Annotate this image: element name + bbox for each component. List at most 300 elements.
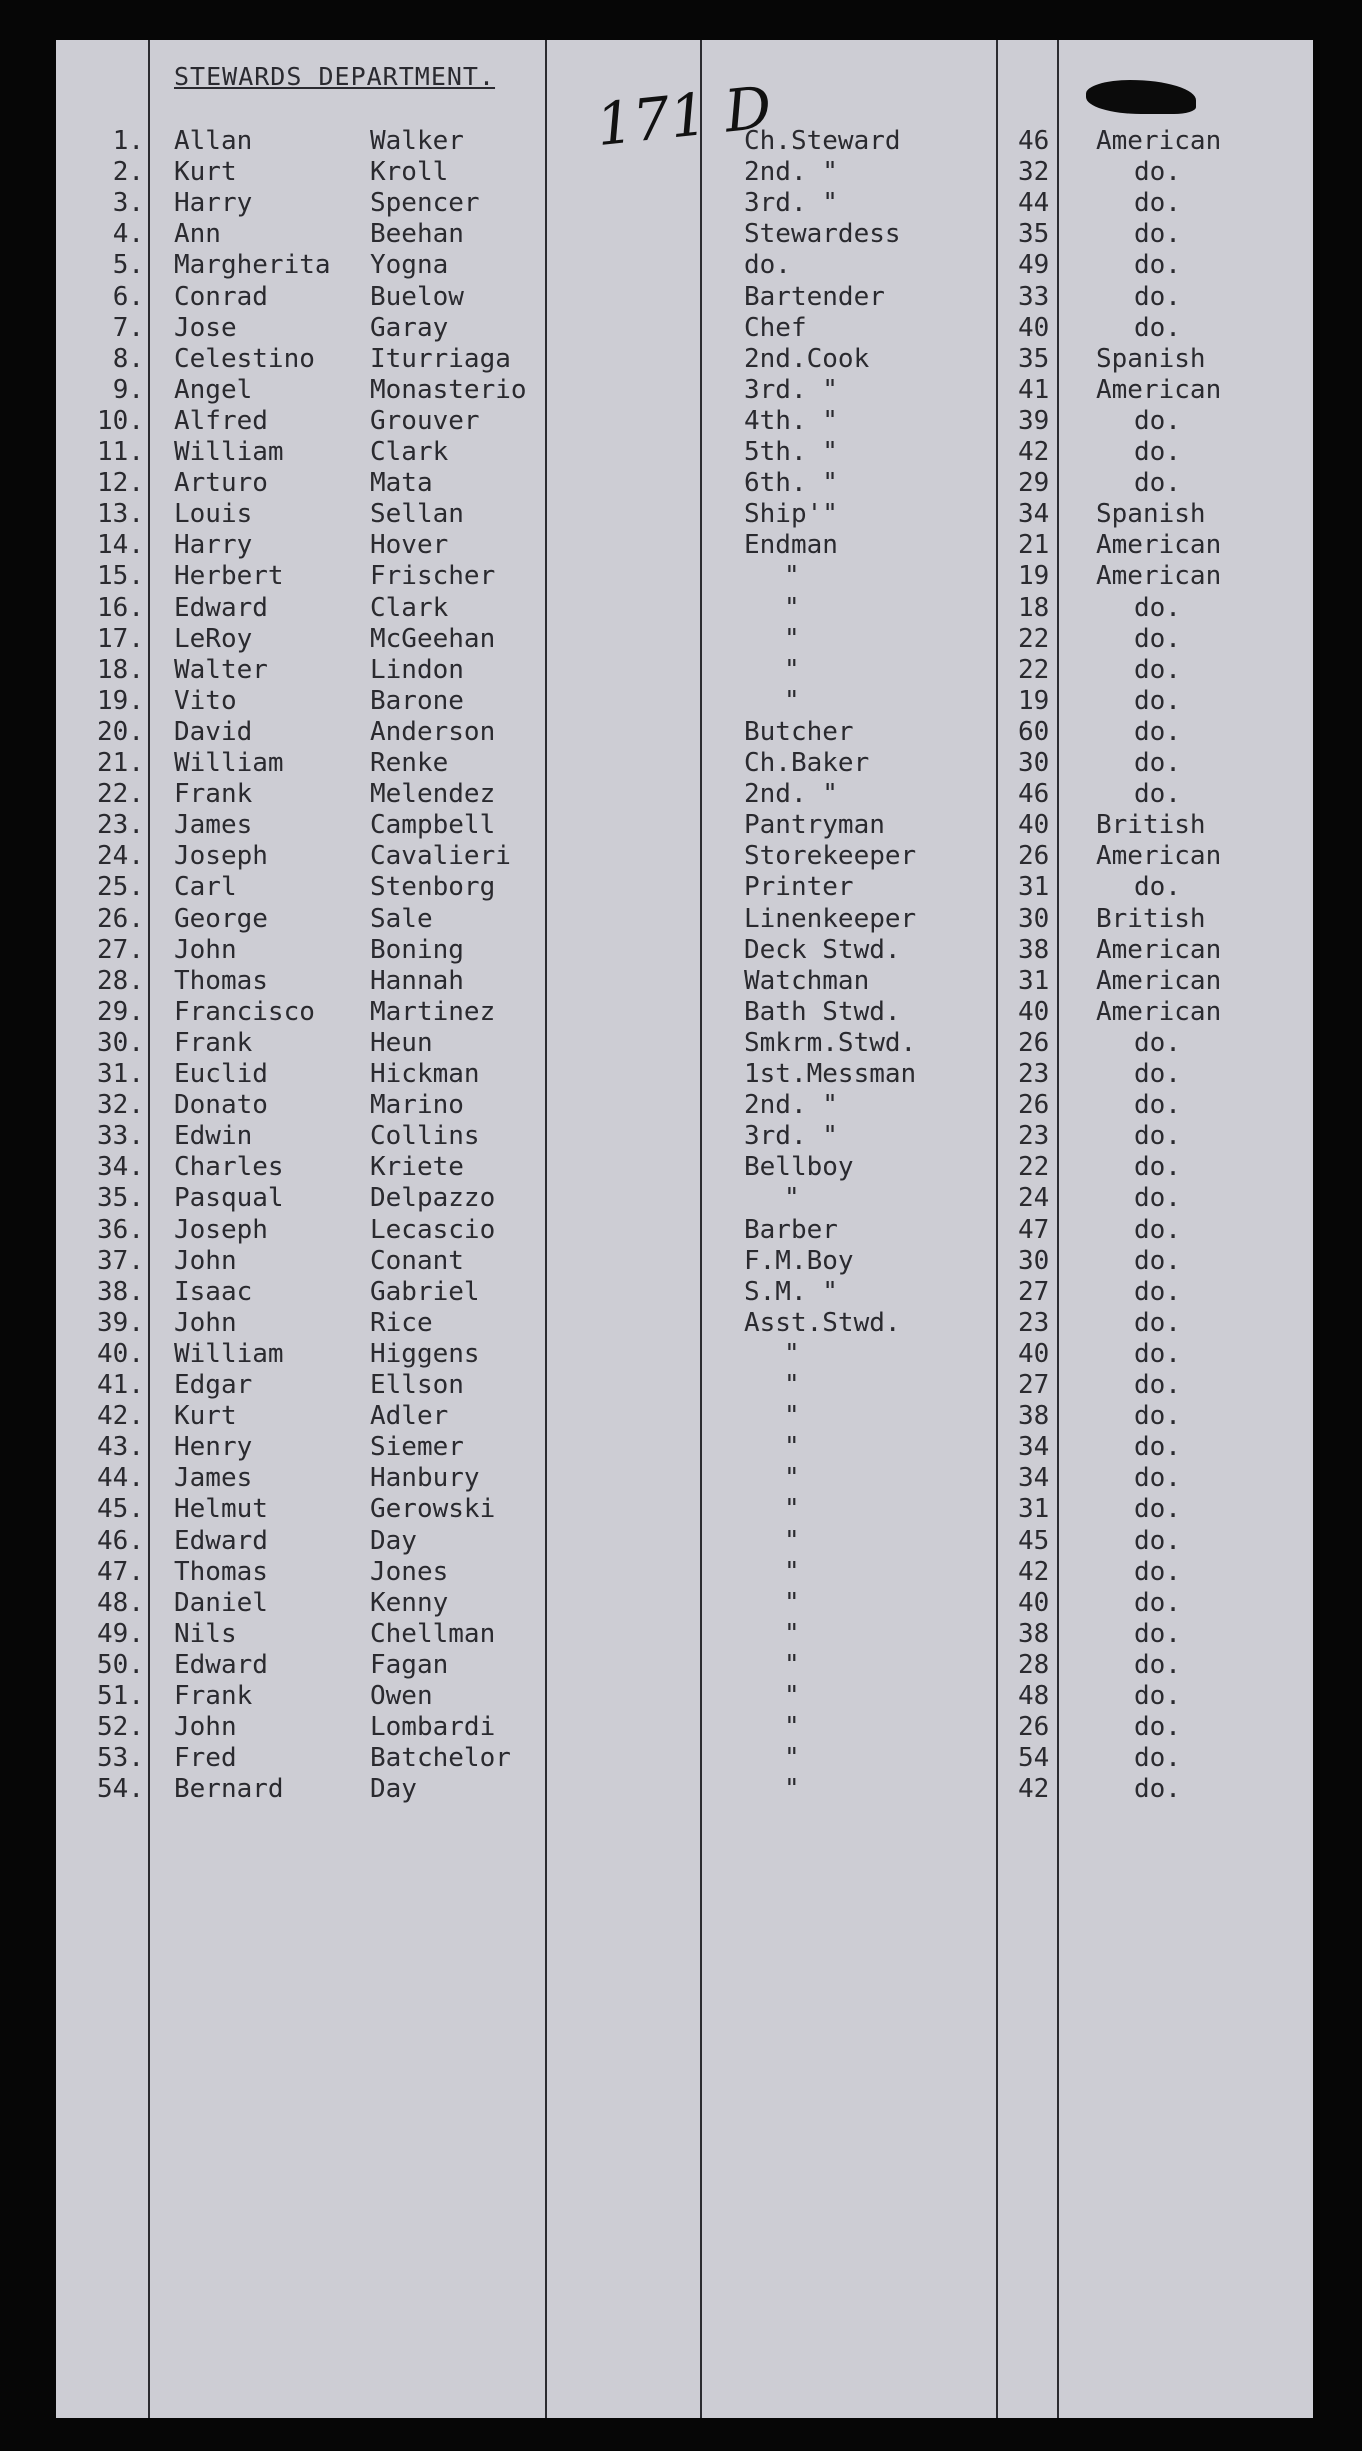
- rating-cell: Deck Stwd.: [744, 934, 901, 965]
- rating-cell: Barber: [744, 1214, 838, 1245]
- age-cell: 40: [1018, 312, 1050, 343]
- last-name-cell: Anderson: [370, 716, 496, 747]
- age-cell: 26: [1018, 1027, 1050, 1058]
- last-name-cell: Day: [370, 1774, 417, 1805]
- first-name-cell: Kurt: [174, 1401, 237, 1432]
- row-number-cell: 7.: [112, 312, 144, 343]
- age-cell: 21: [1018, 530, 1050, 561]
- row-number-cell: 26.: [97, 903, 144, 934]
- age-cell: 26: [1018, 1712, 1050, 1743]
- table-row: [56, 1557, 1313, 1587]
- table-row: [56, 1774, 1313, 1804]
- age-cell: 40: [1018, 1587, 1050, 1618]
- row-number-cell: 36.: [97, 1214, 144, 1245]
- age-cell: 35: [1018, 219, 1050, 250]
- table-row: [56, 966, 1313, 996]
- last-name-cell: Kriete: [370, 1152, 464, 1183]
- nationality-cell: do.: [1134, 623, 1181, 654]
- row-number-cell: 22.: [97, 779, 144, 810]
- first-name-cell: James: [174, 810, 253, 841]
- age-cell: 22: [1018, 1152, 1050, 1183]
- last-name-cell: Heun: [370, 1027, 433, 1058]
- age-cell: 44: [1018, 188, 1050, 219]
- nationality-cell: do.: [1134, 281, 1181, 312]
- rating-cell: ": [784, 623, 800, 654]
- table-row: [56, 250, 1313, 280]
- row-number-cell: 52.: [97, 1712, 144, 1743]
- nationality-cell: do.: [1134, 1214, 1181, 1245]
- age-cell: 22: [1018, 623, 1050, 654]
- row-number-cell: 42.: [97, 1401, 144, 1432]
- first-name-cell: Harry: [174, 530, 253, 561]
- table-row: [56, 1277, 1313, 1307]
- age-cell: 23: [1018, 1307, 1050, 1338]
- table-row: [56, 1619, 1313, 1649]
- nationality-cell: do.: [1134, 1681, 1181, 1711]
- nationality-cell: do.: [1134, 1743, 1181, 1774]
- row-number-cell: 23.: [97, 810, 144, 841]
- nationality-cell: do.: [1134, 1618, 1181, 1649]
- age-cell: 31: [1018, 1494, 1050, 1525]
- first-name-cell: Louis: [174, 499, 253, 530]
- first-name-cell: Isaac: [174, 1276, 253, 1307]
- rating-cell: 5th. ": [744, 437, 838, 467]
- age-cell: 54: [1018, 1743, 1050, 1774]
- age-cell: 42: [1018, 437, 1050, 467]
- rating-cell: Endman: [744, 530, 838, 561]
- first-name-cell: Allan: [174, 126, 253, 156]
- row-number-cell: 43.: [97, 1432, 144, 1463]
- table-row: [56, 1743, 1313, 1773]
- age-cell: 49: [1018, 250, 1050, 281]
- rating-cell: ": [784, 685, 800, 716]
- nationality-cell: British: [1096, 810, 1206, 841]
- rating-cell: do.: [744, 250, 791, 281]
- nationality-cell: American: [1096, 530, 1222, 561]
- nationality-cell: do.: [1134, 1587, 1181, 1618]
- rating-cell: ": [784, 1494, 800, 1525]
- section-header: STEWARDS DEPARTMENT.: [174, 62, 496, 91]
- last-name-cell: Marino: [370, 1090, 464, 1121]
- last-name-cell: Monasterio: [370, 374, 527, 405]
- last-name-cell: Martinez: [370, 996, 496, 1027]
- last-name-cell: Siemer: [370, 1432, 464, 1463]
- last-name-cell: Kroll: [370, 157, 449, 188]
- table-row: [56, 655, 1313, 685]
- nationality-cell: Spanish: [1096, 343, 1206, 374]
- first-name-cell: Thomas: [174, 1556, 268, 1587]
- table-row: [56, 126, 1313, 156]
- nationality-cell: do.: [1134, 1276, 1181, 1307]
- torn-corner: [1086, 80, 1196, 114]
- rating-cell: ": [784, 1681, 800, 1711]
- row-number-cell: 15.: [97, 561, 144, 592]
- last-name-cell: Rice: [370, 1307, 433, 1338]
- first-name-cell: John: [174, 1307, 237, 1338]
- first-name-cell: Edward: [174, 1649, 268, 1680]
- row-number-cell: 6.: [112, 281, 144, 312]
- age-cell: 41: [1018, 374, 1050, 405]
- first-name-cell: Francisco: [174, 996, 315, 1027]
- last-name-cell: Delpazzo: [370, 1183, 496, 1214]
- age-cell: 38: [1018, 1618, 1050, 1649]
- age-cell: 46: [1018, 126, 1050, 156]
- row-number-cell: 8.: [112, 343, 144, 374]
- last-name-cell: Grouver: [370, 405, 480, 436]
- rating-cell: ": [784, 1463, 800, 1494]
- last-name-cell: Clark: [370, 437, 449, 467]
- first-name-cell: Joseph: [174, 841, 268, 872]
- nationality-cell: do.: [1134, 1121, 1181, 1152]
- first-name-cell: LeRoy: [174, 623, 253, 654]
- table-row: [56, 1339, 1313, 1369]
- table-row: [56, 1463, 1313, 1493]
- last-name-cell: Hover: [370, 530, 449, 561]
- nationality-cell: American: [1096, 996, 1222, 1027]
- rating-cell: Linenkeeper: [744, 903, 917, 934]
- last-name-cell: Yogna: [370, 250, 449, 281]
- nationality-cell: British: [1096, 903, 1206, 934]
- row-number-cell: 12.: [97, 468, 144, 499]
- nationality-cell: American: [1096, 126, 1222, 156]
- first-name-cell: Pasqual: [174, 1183, 284, 1214]
- handwritten-annotation: 171 D: [592, 73, 775, 159]
- table-row: [56, 406, 1313, 436]
- first-name-cell: Ann: [174, 219, 221, 250]
- row-number-cell: 20.: [97, 716, 144, 747]
- last-name-cell: Clark: [370, 592, 449, 623]
- table-row: [56, 188, 1313, 218]
- row-number-cell: 53.: [97, 1743, 144, 1774]
- rating-cell: 2nd. ": [744, 779, 838, 810]
- row-number-cell: 39.: [97, 1307, 144, 1338]
- last-name-cell: McGeehan: [370, 623, 496, 654]
- rating-cell: 3rd. ": [744, 1121, 838, 1152]
- last-name-cell: Lombardi: [370, 1712, 496, 1743]
- first-name-cell: Henry: [174, 1432, 253, 1463]
- nationality-cell: do.: [1134, 1152, 1181, 1183]
- table-row: [56, 1370, 1313, 1400]
- table-row: [56, 1401, 1313, 1431]
- rating-cell: 6th. ": [744, 468, 838, 499]
- age-cell: 32: [1018, 157, 1050, 188]
- rating-cell: Printer: [744, 872, 854, 903]
- age-cell: 34: [1018, 1432, 1050, 1463]
- table-row: [56, 437, 1313, 467]
- last-name-cell: Gabriel: [370, 1276, 480, 1307]
- age-cell: 34: [1018, 1463, 1050, 1494]
- last-name-cell: Melendez: [370, 779, 496, 810]
- row-number-cell: 34.: [97, 1152, 144, 1183]
- first-name-cell: Alfred: [174, 405, 268, 436]
- nationality-cell: do.: [1134, 1090, 1181, 1121]
- table-row: [56, 282, 1313, 312]
- age-cell: 24: [1018, 1183, 1050, 1214]
- nationality-cell: do.: [1134, 468, 1181, 499]
- table-row: [56, 686, 1313, 716]
- nationality-cell: do.: [1134, 437, 1181, 467]
- first-name-cell: Walter: [174, 654, 268, 685]
- row-number-cell: 16.: [97, 592, 144, 623]
- age-cell: 42: [1018, 1774, 1050, 1805]
- table-row: [56, 593, 1313, 623]
- first-name-cell: Edward: [174, 1525, 268, 1556]
- row-number-cell: 33.: [97, 1121, 144, 1152]
- last-name-cell: Mata: [370, 468, 433, 499]
- rating-cell: Bath Stwd.: [744, 996, 901, 1027]
- document-page: [56, 40, 1313, 2418]
- row-number-cell: 2.: [112, 157, 144, 188]
- row-number-cell: 47.: [97, 1556, 144, 1587]
- table-row: [56, 468, 1313, 498]
- first-name-cell: Euclid: [174, 1059, 268, 1089]
- nationality-cell: Spanish: [1096, 499, 1206, 530]
- rating-cell: Ch.Baker: [744, 748, 870, 778]
- row-number-cell: 1.: [112, 126, 144, 156]
- rating-cell: 3rd. ": [744, 188, 838, 219]
- age-cell: 19: [1018, 561, 1050, 592]
- last-name-cell: Lindon: [370, 654, 464, 685]
- first-name-cell: William: [174, 748, 284, 778]
- first-name-cell: George: [174, 903, 268, 934]
- rating-cell: 1st.Messman: [744, 1059, 917, 1089]
- table-row: [56, 1681, 1313, 1711]
- age-cell: 48: [1018, 1681, 1050, 1711]
- row-number-cell: 4.: [112, 219, 144, 250]
- rating-cell: Butcher: [744, 716, 854, 747]
- first-name-cell: John: [174, 1712, 237, 1743]
- first-name-cell: Bernard: [174, 1774, 284, 1805]
- table-row: [56, 1028, 1313, 1058]
- nationality-cell: American: [1096, 561, 1222, 592]
- table-row: [56, 935, 1313, 965]
- first-name-cell: Thomas: [174, 965, 268, 996]
- table-row: [56, 561, 1313, 591]
- age-cell: 28: [1018, 1649, 1050, 1680]
- first-name-cell: James: [174, 1463, 253, 1494]
- rating-cell: ": [784, 561, 800, 592]
- nationality-cell: do.: [1134, 312, 1181, 343]
- last-name-cell: Collins: [370, 1121, 480, 1152]
- table-row: [56, 624, 1313, 654]
- age-cell: 26: [1018, 841, 1050, 872]
- nationality-cell: do.: [1134, 1556, 1181, 1587]
- age-cell: 39: [1018, 405, 1050, 436]
- table-row: [56, 313, 1313, 343]
- nationality-cell: do.: [1134, 1712, 1181, 1743]
- first-name-cell: Celestino: [174, 343, 315, 374]
- last-name-cell: Garay: [370, 312, 449, 343]
- age-cell: 38: [1018, 1401, 1050, 1432]
- last-name-cell: Walker: [370, 126, 464, 156]
- rating-cell: F.M.Boy: [744, 1245, 854, 1276]
- row-number-cell: 25.: [97, 872, 144, 903]
- nationality-cell: do.: [1134, 592, 1181, 623]
- rating-cell: 2nd. ": [744, 1090, 838, 1121]
- rating-cell: 4th. ": [744, 405, 838, 436]
- first-name-cell: David: [174, 716, 253, 747]
- nationality-cell: do.: [1134, 1307, 1181, 1338]
- rating-cell: ": [784, 654, 800, 685]
- age-cell: 23: [1018, 1121, 1050, 1152]
- last-name-cell: Frischer: [370, 561, 496, 592]
- row-number-cell: 11.: [97, 437, 144, 467]
- first-name-cell: Vito: [174, 685, 237, 716]
- table-row: [56, 1432, 1313, 1462]
- first-name-cell: Conrad: [174, 281, 268, 312]
- nationality-cell: American: [1096, 374, 1222, 405]
- nationality-cell: do.: [1134, 188, 1181, 219]
- rating-cell: Bartender: [744, 281, 885, 312]
- age-cell: 33: [1018, 281, 1050, 312]
- nationality-cell: do.: [1134, 1370, 1181, 1400]
- rating-cell: ": [784, 1649, 800, 1680]
- nationality-cell: do.: [1134, 716, 1181, 747]
- nationality-cell: do.: [1134, 1649, 1181, 1680]
- row-number-cell: 50.: [97, 1649, 144, 1680]
- table-row: [56, 157, 1313, 187]
- nationality-cell: do.: [1134, 1245, 1181, 1276]
- nationality-cell: do.: [1134, 1059, 1181, 1089]
- rating-cell: Stewardess: [744, 219, 901, 250]
- age-cell: 30: [1018, 748, 1050, 778]
- nationality-cell: American: [1096, 934, 1222, 965]
- row-number-cell: 18.: [97, 654, 144, 685]
- nationality-cell: do.: [1134, 1494, 1181, 1525]
- row-number-cell: 37.: [97, 1245, 144, 1276]
- age-cell: 45: [1018, 1525, 1050, 1556]
- nationality-cell: do.: [1134, 1463, 1181, 1494]
- row-number-cell: 17.: [97, 623, 144, 654]
- age-cell: 22: [1018, 654, 1050, 685]
- nationality-cell: do.: [1134, 654, 1181, 685]
- first-name-cell: Daniel: [174, 1587, 268, 1618]
- row-number-cell: 5.: [112, 250, 144, 281]
- last-name-cell: Adler: [370, 1401, 449, 1432]
- rating-cell: ": [784, 1743, 800, 1774]
- age-cell: 18: [1018, 592, 1050, 623]
- nationality-cell: do.: [1134, 157, 1181, 188]
- age-cell: 19: [1018, 685, 1050, 716]
- table-row: [56, 1308, 1313, 1338]
- first-name-cell: Frank: [174, 1681, 253, 1711]
- age-cell: 30: [1018, 1245, 1050, 1276]
- last-name-cell: Lecascio: [370, 1214, 496, 1245]
- first-name-cell: Kurt: [174, 157, 237, 188]
- table-row: [56, 1526, 1313, 1556]
- first-name-cell: Nils: [174, 1618, 237, 1649]
- first-name-cell: Arturo: [174, 468, 268, 499]
- last-name-cell: Kenny: [370, 1587, 449, 1618]
- first-name-cell: Edwin: [174, 1121, 253, 1152]
- last-name-cell: Hannah: [370, 965, 464, 996]
- table-row: [56, 1183, 1313, 1213]
- rating-cell: 3rd. ": [744, 374, 838, 405]
- last-name-cell: Sellan: [370, 499, 464, 530]
- nationality-cell: do.: [1134, 1525, 1181, 1556]
- row-number-cell: 51.: [97, 1681, 144, 1711]
- rating-cell: ": [784, 1712, 800, 1743]
- table-row: [56, 841, 1313, 871]
- last-name-cell: Boning: [370, 934, 464, 965]
- table-row: [56, 779, 1313, 809]
- table-row: [56, 344, 1313, 374]
- rating-cell: Ship'": [744, 499, 838, 530]
- age-cell: 38: [1018, 934, 1050, 965]
- row-number-cell: 40.: [97, 1338, 144, 1369]
- rating-cell: ": [784, 1556, 800, 1587]
- nationality-cell: do.: [1134, 748, 1181, 778]
- first-name-cell: Jose: [174, 312, 237, 343]
- row-number-cell: 45.: [97, 1494, 144, 1525]
- row-number-cell: 41.: [97, 1370, 144, 1400]
- nationality-cell: do.: [1134, 1401, 1181, 1432]
- first-name-cell: Frank: [174, 779, 253, 810]
- rating-cell: ": [784, 1338, 800, 1369]
- last-name-cell: Stenborg: [370, 872, 496, 903]
- last-name-cell: Beehan: [370, 219, 464, 250]
- age-cell: 23: [1018, 1059, 1050, 1089]
- last-name-cell: Conant: [370, 1245, 464, 1276]
- age-cell: 40: [1018, 810, 1050, 841]
- nationality-cell: do.: [1134, 1432, 1181, 1463]
- age-cell: 29: [1018, 468, 1050, 499]
- nationality-cell: American: [1096, 841, 1222, 872]
- row-number-cell: 29.: [97, 996, 144, 1027]
- table-row: [56, 717, 1313, 747]
- table-row: [56, 904, 1313, 934]
- last-name-cell: Day: [370, 1525, 417, 1556]
- last-name-cell: Cavalieri: [370, 841, 511, 872]
- nationality-cell: do.: [1134, 219, 1181, 250]
- last-name-cell: Spencer: [370, 188, 480, 219]
- table-row: [56, 872, 1313, 902]
- table-row: [56, 1588, 1313, 1618]
- rating-cell: ": [784, 1525, 800, 1556]
- age-cell: 31: [1018, 872, 1050, 903]
- row-number-cell: 24.: [97, 841, 144, 872]
- rating-cell: ": [784, 1587, 800, 1618]
- table-row: [56, 1215, 1313, 1245]
- age-cell: 60: [1018, 716, 1050, 747]
- last-name-cell: Owen: [370, 1681, 433, 1711]
- row-number-cell: 27.: [97, 934, 144, 965]
- first-name-cell: Frank: [174, 1027, 253, 1058]
- last-name-cell: Hanbury: [370, 1463, 480, 1494]
- first-name-cell: Fred: [174, 1743, 237, 1774]
- first-name-cell: Donato: [174, 1090, 268, 1121]
- table-row: [56, 1246, 1313, 1276]
- row-number-cell: 44.: [97, 1463, 144, 1494]
- table-row: [56, 375, 1313, 405]
- row-number-cell: 28.: [97, 965, 144, 996]
- last-name-cell: Sale: [370, 903, 433, 934]
- first-name-cell: Herbert: [174, 561, 284, 592]
- row-number-cell: 14.: [97, 530, 144, 561]
- rating-cell: ": [784, 592, 800, 623]
- rating-cell: ": [784, 1183, 800, 1214]
- first-name-cell: Charles: [174, 1152, 284, 1183]
- nationality-cell: do.: [1134, 872, 1181, 903]
- first-name-cell: Joseph: [174, 1214, 268, 1245]
- table-row: [56, 1121, 1313, 1151]
- last-name-cell: Barone: [370, 685, 464, 716]
- last-name-cell: Higgens: [370, 1338, 480, 1369]
- first-name-cell: John: [174, 934, 237, 965]
- row-number-cell: 54.: [97, 1774, 144, 1805]
- table-row: [56, 1090, 1313, 1120]
- rating-cell: 2nd. ": [744, 157, 838, 188]
